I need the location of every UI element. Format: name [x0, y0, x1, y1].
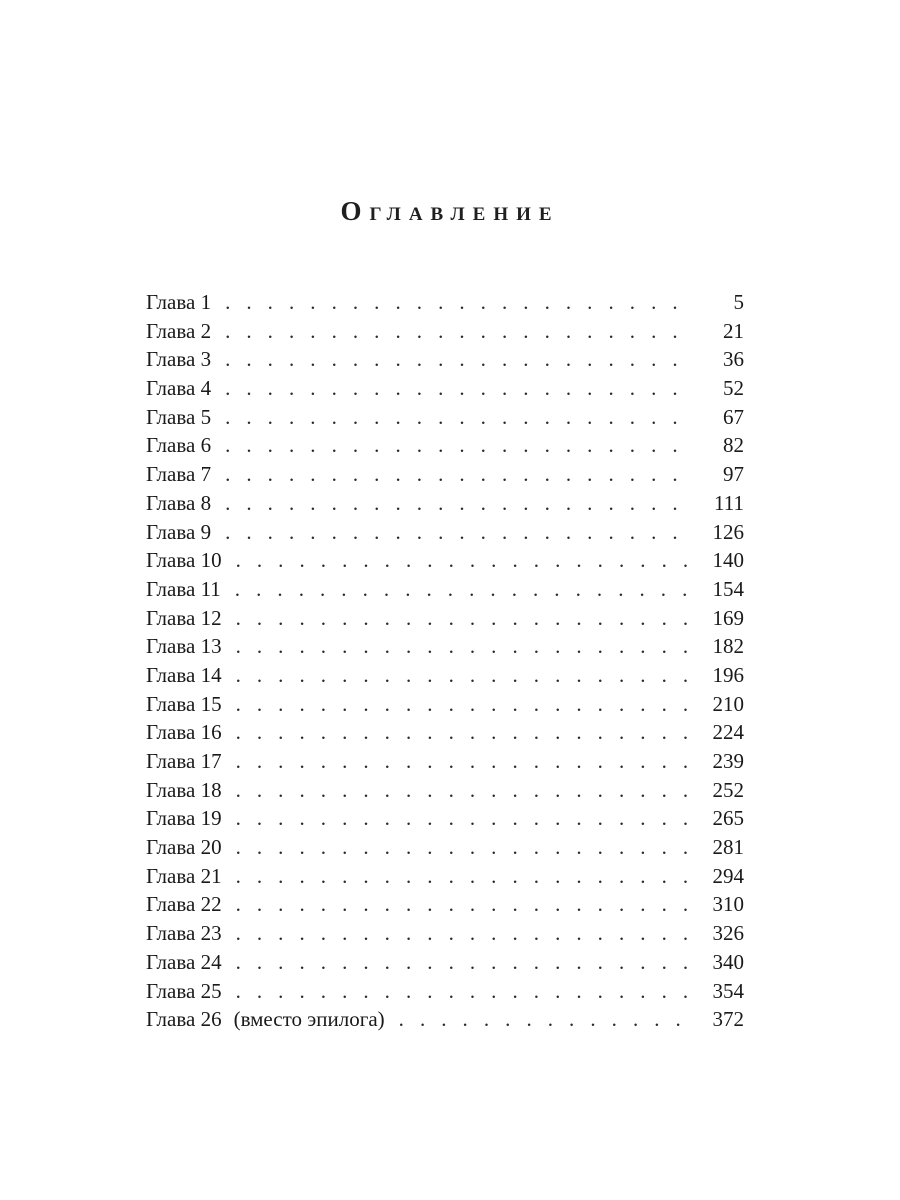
dot-leader — [236, 718, 694, 747]
dot-leader — [236, 833, 694, 862]
chapter-label: Глава 10 — [146, 548, 222, 573]
page-number: 326 — [712, 921, 744, 946]
chapter-label: Глава 24 — [146, 949, 222, 974]
toc-entry — [146, 403, 744, 432]
page-number: 340 — [712, 949, 744, 974]
chapter-label: Глава 11 — [146, 576, 221, 601]
page-number: 140 — [712, 548, 744, 573]
page-number: 265 — [712, 806, 744, 831]
chapter-label: Глава 25 — [146, 978, 222, 1003]
dot-leader — [236, 804, 694, 833]
dot-leader — [236, 919, 694, 948]
page-number: 36 — [723, 347, 744, 372]
page-number: 354 — [712, 978, 744, 1003]
toc-entry — [146, 317, 744, 346]
toc-entry — [146, 345, 744, 374]
page-number: 111 — [714, 490, 744, 515]
dot-leader — [399, 1005, 694, 1034]
toc-entry — [146, 804, 744, 833]
dot-leader — [225, 374, 694, 403]
toc-entry — [146, 374, 744, 403]
page-number: 154 — [712, 576, 744, 601]
chapter-label: Глава 1 — [146, 290, 212, 314]
page-number: 182 — [712, 634, 744, 659]
dot-leader — [236, 747, 694, 776]
chapter-label: Глава 7 — [146, 462, 212, 487]
page-title: Оглавление — [340, 196, 560, 226]
page-number: 21 — [723, 318, 744, 343]
page-number: 224 — [712, 720, 744, 745]
chapter-label: Глава 13 — [146, 634, 222, 659]
chapter-label: Глава 17 — [146, 749, 222, 773]
page-number: 196 — [712, 662, 744, 687]
dot-leader — [225, 288, 694, 317]
toc-entry — [146, 948, 744, 977]
page-number: 67 — [723, 404, 744, 429]
dot-leader — [236, 776, 694, 805]
page-number: 169 — [712, 605, 744, 630]
chapter-label: Глава 22 — [146, 892, 222, 917]
toc-entry — [146, 747, 744, 776]
toc-entry — [146, 431, 744, 460]
page-number: 281 — [712, 835, 744, 860]
toc-entry — [146, 632, 744, 661]
dot-leader — [236, 977, 694, 1006]
chapter-label: Глава 20 — [146, 835, 222, 860]
toc-entry — [146, 690, 744, 719]
chapter-label: Глава 23 — [146, 921, 222, 946]
chapter-label: Глава 12 — [146, 605, 222, 630]
page-number: 294 — [712, 863, 744, 888]
dot-leader — [236, 890, 694, 919]
dot-leader — [225, 460, 694, 489]
toc-entry — [146, 776, 744, 805]
chapter-label: Глава 8 — [146, 490, 212, 515]
page-number: 372 — [712, 1007, 744, 1032]
toc-entry — [146, 890, 744, 919]
chapter-label: Глава 19 — [146, 806, 222, 831]
chapter-label: Глава 3 — [146, 347, 212, 372]
dot-leader — [225, 489, 694, 518]
dot-leader — [236, 632, 694, 661]
chapter-label: Глава 18 — [146, 777, 222, 802]
toc-entry — [146, 862, 744, 891]
page-number: 82 — [723, 433, 744, 458]
dot-leader — [236, 661, 694, 690]
toc-entry — [146, 575, 744, 604]
page-number: 5 — [733, 290, 744, 314]
chapter-label: Глава 14 — [146, 662, 222, 687]
toc-entry — [146, 1005, 744, 1034]
dot-leader — [236, 948, 694, 977]
toc-entry — [146, 518, 744, 547]
chapter-label: Глава 5 — [146, 404, 212, 429]
page-number: 210 — [712, 691, 744, 716]
chapter-label: Глава 16 — [146, 720, 222, 745]
dot-leader — [236, 604, 694, 633]
toc-entry — [146, 546, 744, 575]
chapter-subtitle: (вместо эпилога) — [233, 1007, 385, 1032]
page-number: 52 — [723, 376, 744, 401]
dot-leader — [225, 345, 694, 374]
chapter-label: Глава 15 — [146, 691, 222, 716]
dot-leader — [236, 862, 694, 891]
table-of-contents — [146, 288, 744, 1034]
toc-entry — [146, 604, 744, 633]
page-number: 310 — [712, 892, 744, 917]
toc-entry — [146, 489, 744, 518]
dot-leader — [235, 575, 694, 604]
toc-entry — [146, 919, 744, 948]
chapter-label: Глава 2 — [146, 318, 212, 343]
chapter-label: Глава 4 — [146, 376, 212, 401]
dot-leader — [225, 317, 694, 346]
toc-entry — [146, 718, 744, 747]
dot-leader — [225, 403, 694, 432]
toc-entry — [146, 288, 744, 317]
dot-leader — [236, 690, 694, 719]
chapter-label: Глава 26 — [146, 1007, 222, 1032]
toc-entry — [146, 460, 744, 489]
toc-entry — [146, 977, 744, 1006]
page-number: 97 — [723, 462, 744, 487]
page-number: 252 — [712, 777, 744, 802]
dot-leader — [225, 518, 694, 547]
toc-entry — [146, 661, 744, 690]
dot-leader — [236, 546, 694, 575]
chapter-label: Глава 6 — [146, 433, 212, 458]
dot-leader — [225, 431, 694, 460]
chapter-label: Глава 21 — [146, 863, 222, 888]
chapter-label: Глава 9 — [146, 519, 212, 544]
page-number: 239 — [712, 749, 744, 773]
page-number: 126 — [712, 519, 744, 544]
toc-entry — [146, 833, 744, 862]
